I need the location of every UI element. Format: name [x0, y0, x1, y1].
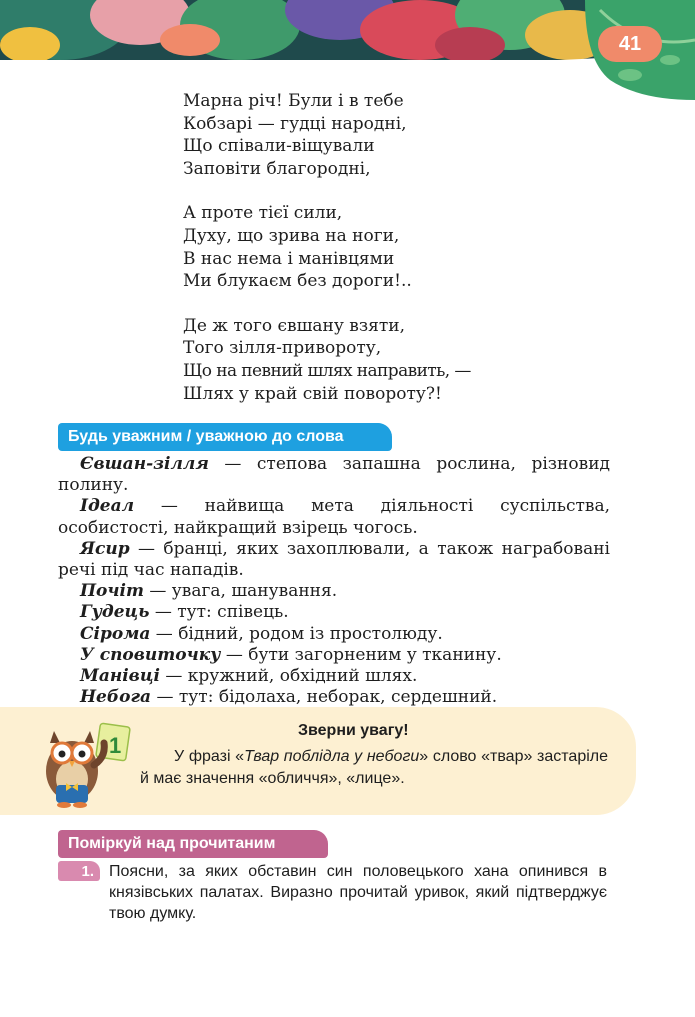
vocabulary-item [58, 454, 610, 496]
vocabulary-term: Почіт [80, 581, 144, 602]
poem-line: Що на певний шлях направить, — [183, 360, 471, 381]
poem-stanza [183, 90, 471, 180]
vocabulary-term: У сповиточку [80, 644, 221, 665]
vocabulary-term: Небога [80, 687, 152, 708]
poem-line: А проте тієї сили, [183, 203, 343, 224]
vocabulary-item [58, 602, 610, 623]
poem-line: Що співали-віщували [183, 136, 375, 157]
vocabulary-term: Євшан-зілля [80, 454, 209, 474]
vocabulary-term: Сірома [80, 623, 151, 644]
note-text-quote: Твар поблідла у небоги [244, 748, 420, 765]
vocabulary-item [58, 539, 610, 581]
poem-line: Того зілля-привороту, [183, 338, 382, 359]
poem [183, 90, 471, 427]
vocabulary-definition: — тут: бідолаха, неборак, сердешний. [151, 687, 498, 708]
vocabulary-term: Манівці [80, 666, 160, 687]
poem-line: Де ж того євшану взяти, [183, 315, 405, 336]
poem-stanza [183, 315, 471, 405]
poem-line: Ми блукаєм без дороги!.. [183, 271, 412, 292]
task-number-badge: 1. [58, 861, 100, 881]
poem-line: Кобзарі — гудці народні, [183, 113, 407, 134]
reflection-section-title: Поміркуй над прочитаним [58, 830, 328, 858]
vocabulary-section-title: Будь уважним / уважною до слова [58, 423, 392, 451]
vocabulary-item [58, 581, 610, 602]
vocabulary-definition: — степова запашна рослина, різновид полину. [58, 454, 610, 496]
poem-line: Марна річ! Були і в тебе [183, 91, 404, 111]
vocabulary-definition: — бранці, яких захоплювали, а також награбовані речі під час нападів. [58, 538, 610, 581]
note-text-before: У фразі « [174, 748, 245, 765]
vocabulary-list [58, 454, 610, 708]
note-text-after: » слово «твар» застаріле й має значення «обличчя», «лице». [140, 748, 609, 787]
vocabulary-item [58, 624, 610, 645]
vocabulary-item [58, 496, 610, 538]
vocabulary-term: Ясир [80, 538, 130, 559]
vocabulary-definition: — бідний, родом із простолюду. [150, 623, 443, 644]
vocabulary-item [58, 645, 610, 666]
task-text: Поясни, за яких обставин син половецького хана опинився в князівських палатах. Виразно прочитай уривок, який підтверджує твою думку. [109, 863, 607, 922]
poem-line: Шлях у край свій повороту?! [183, 383, 442, 404]
vocabulary-item [58, 687, 610, 708]
vocabulary-definition: — увага, шанування. [144, 581, 338, 602]
poem-line: Духу, що зрива на ноги, [183, 225, 400, 246]
vocabulary-term: Гудець [80, 602, 150, 623]
vocabulary-definition: — бути загорненим у тканину. [220, 644, 502, 665]
note-text [140, 746, 608, 790]
poem-line: Заповіти благородні, [183, 158, 371, 179]
vocabulary-term: Ідеал [80, 496, 135, 517]
vocabulary-definition: — кружний, обхідний шлях. [159, 666, 418, 687]
poem-stanza [183, 202, 471, 292]
owl-mascot-icon [20, 713, 135, 813]
note-title: Зверни увагу! [298, 722, 409, 739]
note-badge-number: 1 [109, 733, 122, 758]
vocabulary-definition: — найвища мета діяльності суспільства, особистості, найкращий взірець чогось. [58, 496, 610, 538]
poem-line: В нас нема і манівцями [183, 248, 395, 269]
vocabulary-item [58, 666, 610, 687]
page-number: 41 [598, 26, 662, 62]
vocabulary-definition: — тут: співець. [149, 602, 289, 623]
